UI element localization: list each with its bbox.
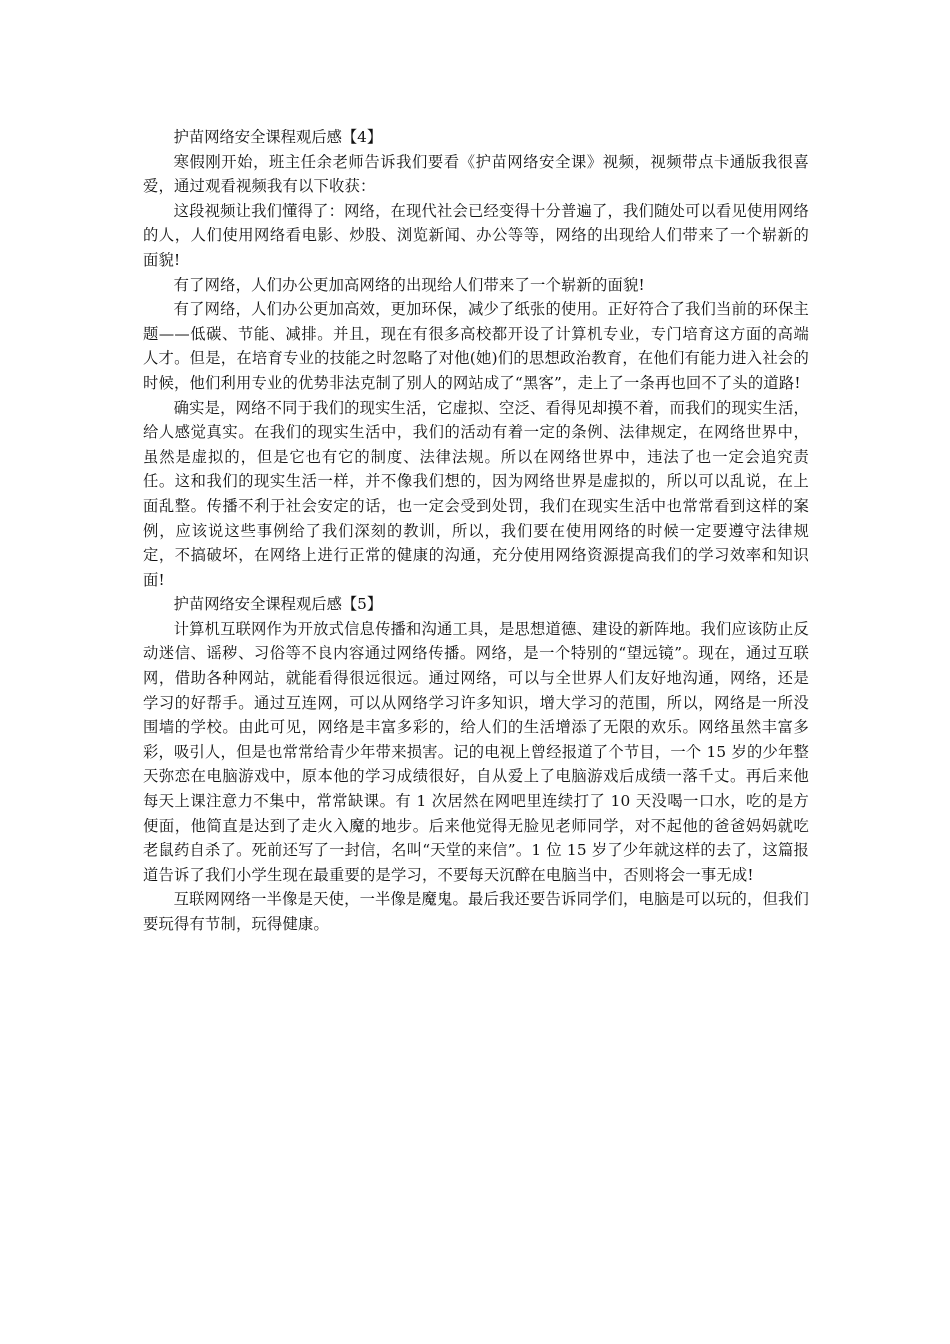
document-page — [143, 125, 809, 937]
paragraph: 这段视频让我们懂得了：网络，在现代社会已经变得十分普遍了，我们随处可以看见使用网络的人，人们使用网络看电影、炒股、浏览新闻、办公等等，网络的出现给人们带来了一个崭新的面貌! — [143, 201, 809, 269]
paragraph: 计算机互联网作为开放式信息传播和沟通工具，是思想道德、建设的新阵地。我们应该防止反动迷信、谣秽、习俗等不良内容通过网络传播。网络，是一个特别的“望远镜”。现在，通过互联网，借助各种网站，就能看得很远很远。通过网络，可以与全世界人们友好地沟通，网络，还是学习的好帮手。通过互连网，可以从网络学习许多知识，增大学习的范围，所以，网络是一所没围墙的学校。由此可见，网络是丰富多彩的，给人们的生活增添了无限的欢乐。网络虽然丰富多彩，吸引人，但是也常常给青少年带来损害。记的电视上曾经报道了个节目，一个 15 岁的少年整天弥恋在电脑游戏中，原本他的学习成绩很好，自从爱上了电脑游戏后成绩一落千丈。再后来他每天上课注意力不集中，常常缺课。有 1 次居然在网吧里连续打了 10 天没喝一口水，吃的是方便面，他简直是达到了走火入魔的地步。后来他觉得无脸见老师同学，对不起他的爸爸妈妈就吃老鼠药自杀了。死前还写了一封信，名叫“天堂的来信”。1 位 15 岁了少年就这样的去了，这篇报道告诉了我们小学生现在最重要的是学习，不要每天沉醉在电脑当中，否则将会一事无成! — [143, 619, 809, 884]
section-heading-5: 护苗网络安全课程观后感【5】 — [173, 595, 383, 614]
paragraph: 有了网络，人们办公更加高网络的出现给人们带来了一个崭新的面貌! — [173, 275, 645, 294]
paragraph: 寒假刚开始，班主任余老师告诉我们要看《护苗网络安全课》视频，视频带点卡通版我很喜爱，通过观看视频我有以下收获： — [143, 152, 809, 196]
paragraph: 互联网网络一半像是天使，一半像是魔鬼。最后我还要告诉同学们，电脑是可以玩的，但我们要玩得有节制，玩得健康。 — [143, 890, 809, 933]
paragraph: 有了网络，人们办公更加高效，更加环保，减少了纸张的使用。正好符合了我们当前的环保主题——低碳、节能、减排。并且，现在有很多高校都开设了计算机专业，专门培育这方面的高端人才。但是，在培育专业的技能之时忽略了对他(她)们的思想政治教育，在他们有能力进入社会的时候，他们利用专业的优势非法克制了别人的网站成了“黑客”，走上了一条再也回不了头的道路! — [143, 300, 809, 392]
paragraph: 确实是，网络不同于我们的现实生活，它虚拟、空泛、看得见却摸不着，而我们的现实生活，给人感觉真实。在我们的现实生活中，我们的活动有着一定的条例、法律规定，在网络世界中，虽然是虚拟的，但是它也有它的制度、法律法规。所以在网络世界中，违法了也一定会追究责任。这和我们的现实生活一样，并不像我们想的，因为网络世界是虚拟的，所以可以乱说，在上面乱整。传播不利于社会安定的话，也一定会受到处罚，我们在现实生活中也常常看到这样的案例，应该说这些事例给了我们深刻的教训，所以，我们要在使用网络的时候一定要遵守法律规定，不搞破坏，在网络上进行正常的健康的沟通，充分使用网络资源提高我们的学习效率和知识面! — [143, 398, 809, 589]
section-heading-4: 护苗网络安全课程观后感【4】 — [173, 128, 383, 146]
